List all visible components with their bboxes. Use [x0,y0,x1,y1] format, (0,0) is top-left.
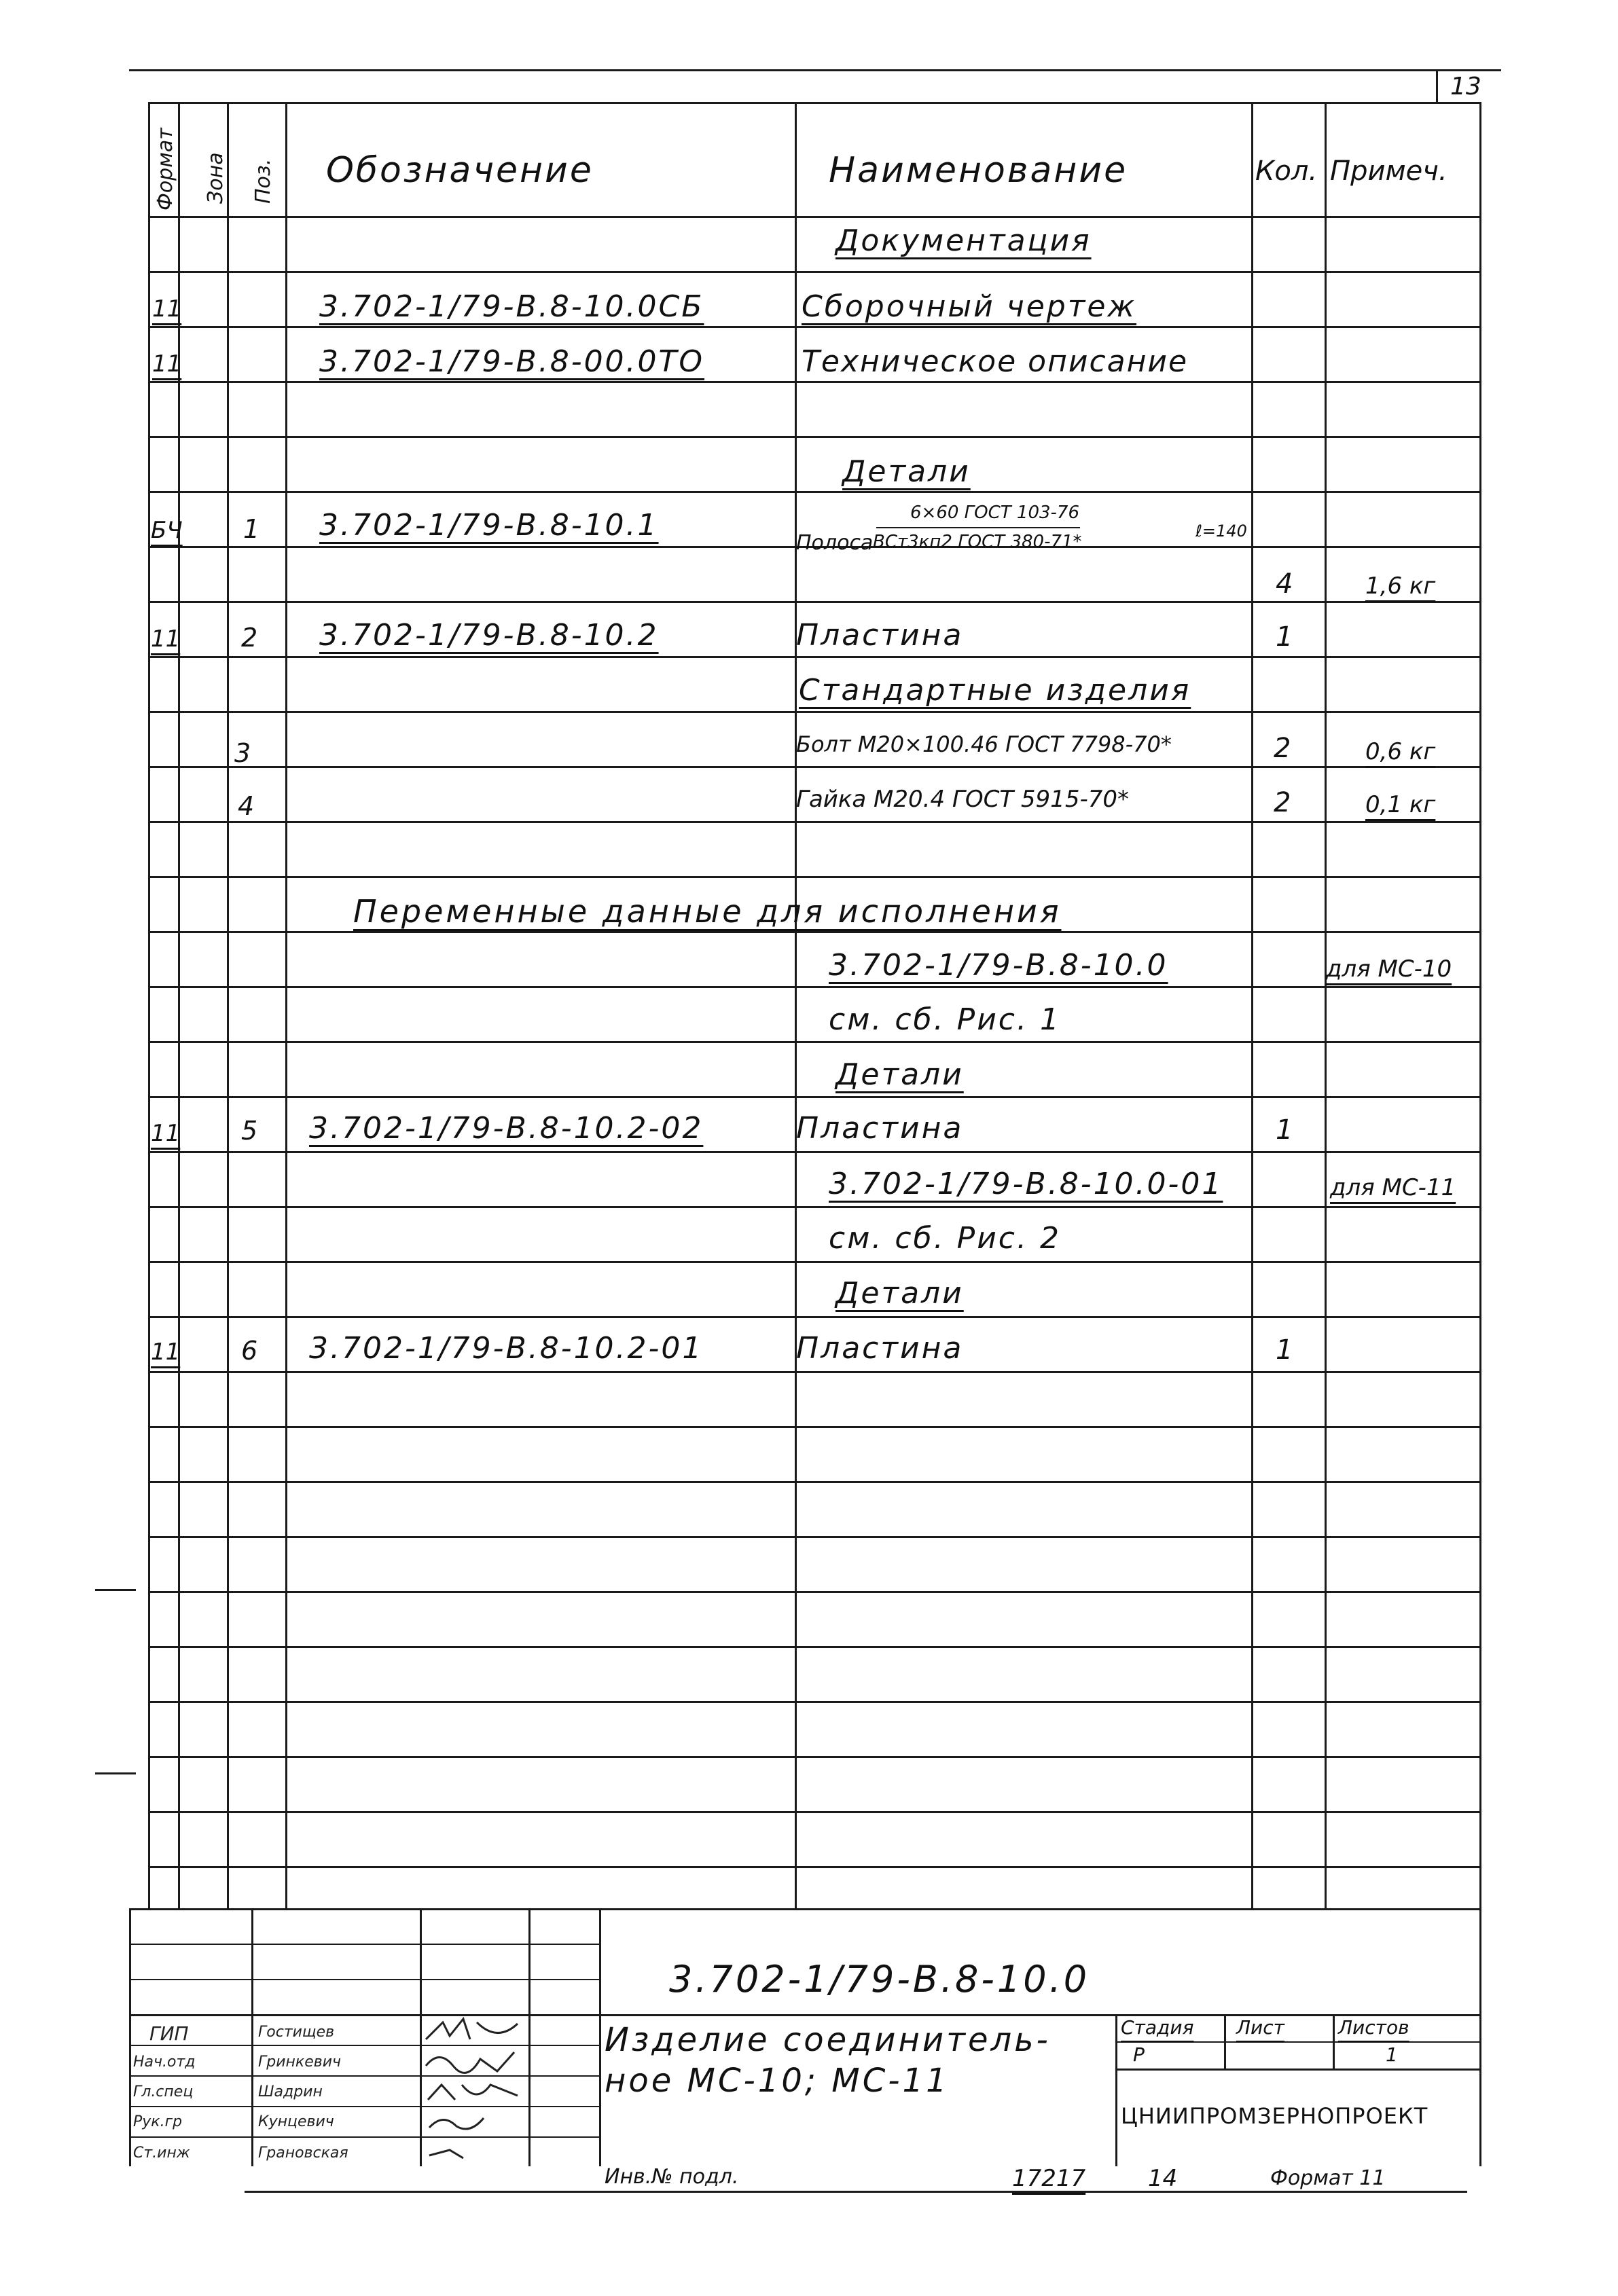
name-2: Гринкевич [258,2054,341,2071]
row-1-designation: 3.702-1/79-В.8-10.0СБ [319,289,704,324]
variable-data-heading: Переменные данные для исполнения [353,893,1062,930]
signature-1 [423,2016,524,2046]
row-20-designation: 3.702-1/79-В.8-10.2-01 [309,1331,704,1366]
tb-row [129,2106,599,2107]
tb-sep-main [599,1908,601,2166]
row-20-qty: 1 [1276,1334,1293,1366]
row-line [148,436,1481,438]
row-line [148,1591,1481,1593]
title-line-1: Изделие соединитель- [605,2021,1051,2059]
role-2: Нач.отд [133,2054,196,2071]
row-line [148,601,1481,603]
row-10-pos: 4 [238,791,255,821]
row-7-qty: 1 [1276,621,1293,653]
role-4: Рук.гр [133,2113,183,2130]
row-line [148,1151,1481,1153]
header-designation: Обозначение [326,150,594,191]
section-standard-items: Стандартные изделия [799,673,1191,708]
title-block-right [1479,1908,1481,2166]
row-line [148,766,1481,768]
header-zone: Зона [204,152,228,204]
row-1-format: 11 [152,295,182,323]
footer-sheet: 14 [1148,2165,1178,2192]
tb-sep-3 [528,1908,531,2166]
title-block-top [129,1908,1481,1910]
row-9-note: 0,6 кг [1365,738,1436,765]
sheet-label: Лист [1236,2016,1284,2039]
header-format: Формат [154,128,177,211]
row-line [148,656,1481,658]
row-line [148,326,1481,328]
footer-number: 17217 [1012,2165,1086,2192]
variant-2-parts: Детали [835,1276,964,1311]
row-line [148,1536,1481,1538]
name-4: Кунцевич [258,2113,334,2130]
row-line [148,1261,1481,1263]
row-16-format: 11 [151,1120,181,1147]
role-1: ГИП [149,2022,189,2045]
name-3: Шадрин [258,2083,323,2100]
row-20-name: Пластина [796,1331,964,1366]
tb-row [129,2136,599,2138]
row-16-qty: 1 [1276,1114,1293,1146]
table-left-border [148,102,150,1908]
signature-2 [423,2045,524,2076]
tb-sep-stage [1115,2014,1117,2166]
row-5-format: БЧ [151,517,183,544]
top-border [129,69,1501,71]
footer-inv: Инв.№ подл. [605,2165,739,2189]
page-number-box-left [1436,69,1438,102]
row-16-designation: 3.702-1/79-В.8-10.2-02 [309,1111,704,1146]
page-number: 13 [1450,73,1481,101]
tb-sep-2 [420,1908,422,2166]
row-9-name: Болт М20×100.46 ГОСТ 7798-70* [796,731,1172,757]
row-line [148,1426,1481,1428]
row-16-pos: 5 [241,1116,258,1146]
row-line [148,1371,1481,1373]
strip-fraction-bottom: ВСт3кп2 ГОСТ 380-71* [873,532,1082,552]
sheets-label: Листов [1338,2016,1409,2039]
tb-sep-1 [251,1908,253,2166]
header-qty: Кол. [1255,156,1318,187]
tb-org-row [1115,2069,1481,2071]
col-sep-pos-des [285,102,287,1908]
col-sep-name-qty [1251,102,1253,1908]
variant-1-note: для МС-10 [1326,955,1452,983]
sheets-value: 1 [1386,2043,1398,2066]
margin-tick [95,1772,136,1774]
row-line [148,1316,1481,1318]
variant-1-ref: см. сб. Рис. 1 [829,1002,1061,1037]
row-7-name: Пластина [796,618,964,653]
table-right-border [1479,102,1481,1908]
row-2-name: Техническое описание [802,344,1189,379]
variant-1-parts: Детали [835,1057,964,1092]
footer-line [245,2191,1467,2193]
row-1-name: Сборочный чертеж [802,289,1137,324]
tb-row [129,2075,599,2077]
col-sep-zone-pos [227,102,229,1908]
row-5-designation: 3.702-1/79-В.8-10.1 [319,508,659,543]
variant-2-number: 3.702-1/79-В.8-10.0-01 [829,1167,1223,1201]
row-line [148,381,1481,383]
row-line [148,1646,1481,1648]
col-sep-des-name [795,102,797,1908]
col-sep-qty-note [1325,102,1327,1908]
organization: ЦНИИПРОМЗЕРНОПРОЕКТ [1121,2103,1428,2129]
name-5: Грановская [258,2145,348,2162]
row-line [148,1701,1481,1703]
row-16-name: Пластина [796,1111,964,1146]
tb-row [129,1944,599,1945]
row-line [148,1811,1481,1813]
row-line [148,1756,1481,1758]
row-10-note: 0,1 кг [1365,791,1436,818]
title-block-doc-number: 3.702-1/79-В.8-10.0 [669,1958,1090,2001]
row-line [148,1096,1481,1098]
row-10-name: Гайка М20.4 ГОСТ 5915-70* [796,786,1129,813]
row-line [148,1206,1481,1208]
strip-length: ℓ=140 [1195,522,1247,541]
row-line [148,931,1481,933]
tb-stage-row [1115,2041,1481,2043]
row-10-qty: 2 [1274,787,1291,818]
stage-value: Р [1133,2043,1145,2066]
title-block-left [129,1908,131,2166]
row-line [148,876,1481,878]
row-line [148,821,1481,823]
row-9-pos: 3 [234,738,251,768]
role-5: Ст.инж [133,2145,190,2162]
row-20-pos: 6 [241,1336,258,1366]
tb-row [129,1979,599,1980]
signature-4 [423,2107,524,2138]
row-2-designation: 3.702-1/79-В.8-00.0ТО [319,344,705,379]
stage-label: Стадия [1121,2016,1194,2039]
tb-row [129,2045,599,2046]
row-6-qty: 4 [1276,568,1293,600]
row-line [148,271,1481,273]
signature-5 [423,2138,524,2168]
row-7-designation: 3.702-1/79-В.8-10.2 [319,618,659,653]
role-3: Гл.спец [133,2083,194,2100]
header-note: Примеч. [1330,156,1448,187]
row-5-name: Полоса [796,531,874,555]
row-line [148,1041,1481,1043]
row-6-note: 1,6 кг [1365,572,1436,600]
variant-1-number: 3.702-1/79-В.8-10.0 [829,948,1168,983]
strip-fraction-top: 6×60 ГОСТ 103-76 [910,503,1080,523]
row-line [148,1481,1481,1483]
header-pos: Поз. [251,158,275,204]
row-20-format: 11 [151,1338,181,1366]
header-name: Наименование [829,150,1128,191]
row-5-pos: 1 [243,514,260,544]
variant-2-note: для МС-11 [1330,1174,1456,1201]
row-line [148,711,1481,713]
signature-3 [423,2077,524,2107]
variant-2-ref: см. сб. Рис. 2 [829,1221,1061,1256]
section-parts: Детали [842,454,971,489]
title-line-2: ное МС-10; МС-11 [605,2062,950,2100]
table-top-border [148,102,1481,104]
footer-format: Формат 11 [1270,2166,1386,2190]
section-documentation: Документация [835,223,1092,258]
name-1: Гостищев [258,2024,335,2041]
margin-tick [95,1589,136,1591]
header-bottom-line [148,216,1481,218]
row-7-pos: 2 [241,623,258,653]
row-9-qty: 2 [1274,733,1291,764]
row-line [148,491,1481,493]
strip-fraction-bar [876,527,1080,528]
row-7-format: 11 [151,625,181,653]
row-line [148,986,1481,988]
row-line [148,1866,1481,1868]
row-2-format: 11 [152,350,182,378]
